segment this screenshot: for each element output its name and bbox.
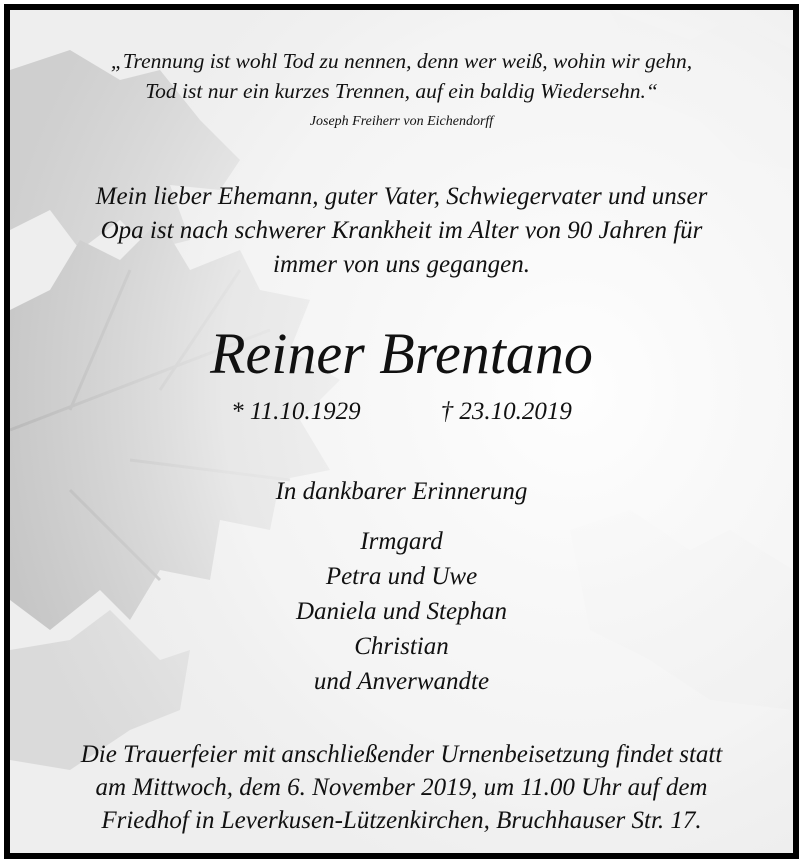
deceased-name: Reiner Brentano xyxy=(210,321,593,386)
mourners-list xyxy=(10,524,793,699)
death-date: † 23.10.2019 xyxy=(440,398,572,425)
quote-author: Joseph Freiherr von Eichendorff xyxy=(309,114,494,129)
mourner-name: und Anverwandte xyxy=(313,668,490,695)
mourner-name: Irmgard xyxy=(360,528,443,555)
ceremony-line: am Mittwoch, dem 6. November 2019, um 11.00 Uhr auf dem xyxy=(95,774,708,801)
poem-quote xyxy=(10,46,793,106)
memory-line: In dankbarer Erinnerung xyxy=(275,478,528,505)
ceremony-line: Friedhof in Leverkusen-Lützenkirchen, Bruchhauser Str. 17. xyxy=(101,807,702,834)
announcement-line: Mein lieber Ehemann, guter Vater, Schwiegervater und unser xyxy=(95,183,708,210)
mourner-name: Petra und Uwe xyxy=(325,563,478,590)
birth-date: * 11.10.1929 xyxy=(231,398,361,425)
mourner-name: Christian xyxy=(354,633,449,660)
obituary-frame xyxy=(4,4,799,859)
mourner-name: Daniela und Stephan xyxy=(295,598,508,625)
ceremony-line: Die Trauerfeier mit anschließender Urnenbeisetzung findet statt xyxy=(80,741,723,768)
quote-line: Tod ist nur ein kurzes Trennen, auf ein baldig Wiedersehn.“ xyxy=(145,79,658,103)
life-dates xyxy=(10,398,793,426)
leaf-background-image xyxy=(10,10,793,853)
announcement-line: immer von uns gegangen. xyxy=(273,251,530,278)
announcement-line: Opa ist nach schwerer Krankheit im Alter von 90 Jahren für xyxy=(100,217,703,244)
announcement-text xyxy=(10,180,793,282)
ceremony-info xyxy=(10,738,793,837)
quote-line: „Trennung ist wohl Tod zu nennen, denn wer weiß, wohin wir gehn, xyxy=(110,49,693,73)
